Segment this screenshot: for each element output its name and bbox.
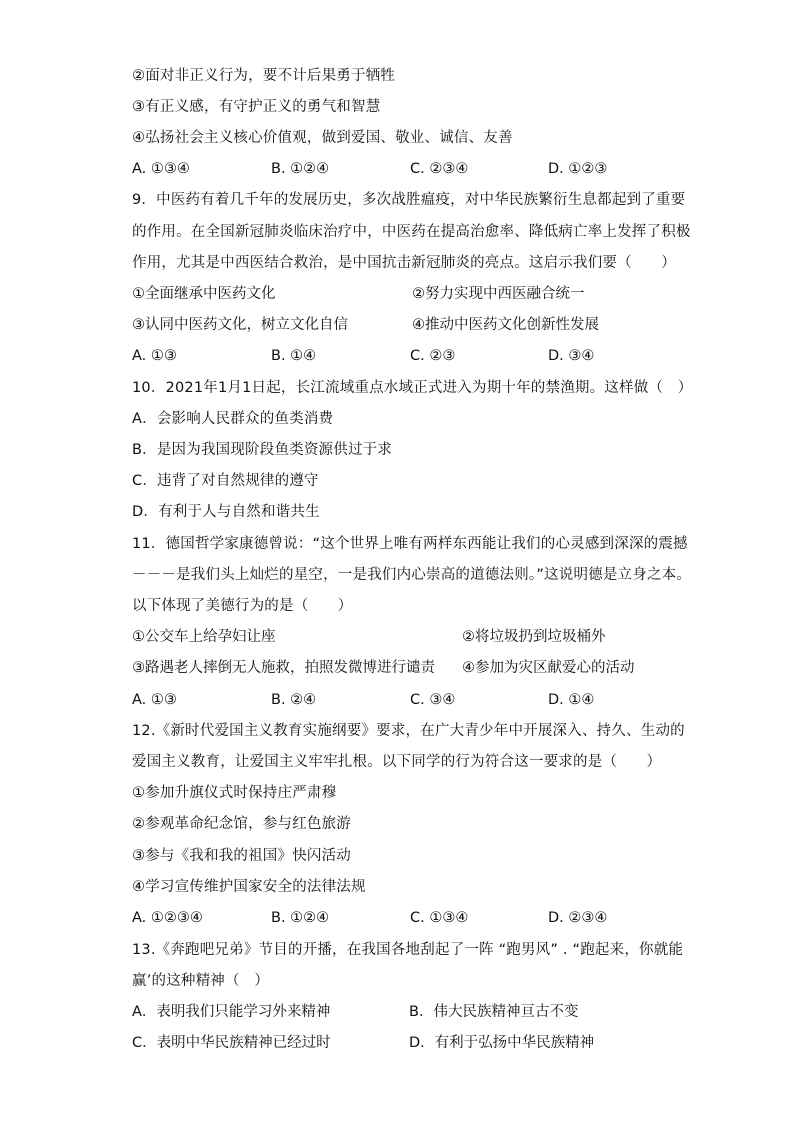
q9-options: [132, 346, 673, 366]
q11-stem-line-1: 11．德国哲学家康德曾说：“这个世界上唯有两样东西能让我们的心灵感到深深的震撼: [132, 536, 688, 552]
q13-stem-line-1: 13.《奔跑吧兄弟》节目的开播，在我国各地刮起了一阵 “跑男风” . “跑起来，你就能: [132, 942, 684, 958]
q9-item-2: ②努力实现中西医融合统一: [412, 286, 585, 302]
q11-option-a[interactable]: A. ①③: [132, 692, 177, 708]
q11-items-row-2: [132, 658, 673, 678]
q9-items-row-1: [132, 284, 673, 304]
q11-item-3: ③路遇老人摔倒无人施救，拍照发微博进行谴责: [132, 660, 435, 676]
q8-item-4: ④弘扬社会主义核心价值观，做到爱国、敬业、诚信、友善: [132, 130, 513, 146]
q8-option-d[interactable]: D. ①②③: [548, 161, 608, 177]
q9-item-3: ③认同中医药文化，树立文化自信: [132, 317, 348, 333]
q9-stem-line-3: 作用，尤其是中西医结合救治，是中国抗击新冠肺炎的亮点。这启示我们要（ ）: [132, 255, 676, 271]
q11-stem-line-2: －－－是我们头上灿烂的星空，一是我们内心崇高的道德法则。”这说明德是立身之本。: [132, 567, 692, 583]
q11-option-d[interactable]: D. ①④: [548, 692, 595, 708]
q13-option-b[interactable]: B．伟大民族精神亘古不变: [409, 1004, 579, 1020]
q10-option-a[interactable]: A．会影响人民群众的鱼类消费: [132, 411, 334, 427]
q8-item-2: ②面对非正义行为，要不计后果勇于牺牲: [132, 68, 396, 84]
q10-option-b[interactable]: B．是因为我国现阶段鱼类资源供过于求: [132, 442, 393, 458]
q11-option-c[interactable]: C. ③④: [410, 692, 456, 708]
q12-options: [132, 908, 673, 928]
q8-item-3: ③有正义感，有守护正义的勇气和智慧: [132, 99, 381, 115]
q9-option-d[interactable]: D. ③④: [548, 348, 595, 364]
q12-stem-line-2: 爱国主义教育，让爱国主义牢牢扎根。以下同学的行为符合这一要求的是（ ）: [132, 754, 662, 770]
q13-option-d[interactable]: D．有利于弘扬中华民族精神: [409, 1035, 595, 1051]
q12-option-c[interactable]: C. ①③④: [410, 910, 469, 926]
q10-option-c[interactable]: C．违背了对自然规律的遵守: [132, 473, 319, 489]
q12-item-3: ③参与《我和我的祖国》快闪活动: [132, 848, 351, 864]
q9-item-4: ④推动中医药文化创新性发展: [412, 317, 599, 333]
q12-option-d[interactable]: D. ②③④: [548, 910, 608, 926]
q12-item-4: ④学习宣传维护国家安全的法律法规: [132, 879, 366, 895]
q8-option-c[interactable]: C. ②③④: [410, 161, 469, 177]
q11-item-4: ④参加为灾区献爱心的活动: [462, 660, 635, 676]
q10-option-d[interactable]: D．有利于人与自然和谐共生: [132, 504, 320, 520]
q9-stem-line-2: 的作用。在全国新冠肺炎临床治疗中，中医药在提高治愈率、降低病亡率上发挥了积极: [132, 224, 691, 240]
q12-item-2: ②参观革命纪念馆，参与红色旅游: [132, 816, 351, 832]
q13-option-c[interactable]: C．表明中华民族精神已经过时: [132, 1035, 331, 1051]
q11-option-b[interactable]: B. ②④: [271, 692, 317, 708]
q9-option-a[interactable]: A. ①③: [132, 348, 177, 364]
q12-option-b[interactable]: B. ①②④: [271, 910, 330, 926]
q8-option-a[interactable]: A. ①③④: [132, 161, 190, 177]
q11-stem-line-3: 以下体现了美德行为的是（ ）: [132, 598, 353, 614]
q9-option-b[interactable]: B. ①④: [271, 348, 317, 364]
q11-options: [132, 690, 673, 710]
q9-items-row-2: [132, 315, 673, 335]
q11-item-1: ①公交车上给孕妇让座: [132, 629, 276, 645]
q13-options-row-1: [132, 1002, 673, 1022]
q13-stem-line-2: 赢’的这种精神（ ）: [132, 973, 270, 989]
q11-items-row-1: [132, 627, 673, 647]
q12-item-1: ①参加升旗仪式时保持庄严肃穆: [132, 785, 337, 801]
q12-option-a[interactable]: A. ①②③④: [132, 910, 203, 926]
q9-stem-line-1: 9．中医药有着几千年的发展历史，多次战胜瘟疫，对中华民族繁衍生息都起到了重要: [132, 192, 686, 208]
q8-option-b[interactable]: B. ①②④: [271, 161, 330, 177]
q9-item-1: ①全面继承中医药文化: [132, 286, 276, 302]
q9-option-c[interactable]: C. ②③: [410, 348, 456, 364]
q12-stem-line-1: 12.《新时代爱国主义教育实施纲要》要求，在广大青少年中开展深入、持久、生动的: [132, 723, 685, 739]
q11-item-2: ②将垃圾扔到垃圾桶外: [462, 629, 606, 645]
q13-option-a[interactable]: A．表明我们只能学习外来精神: [132, 1004, 331, 1020]
q10-stem: 10．2021年1月1日起，长江流域重点水域正式进入为期十年的禁渔期。这样做（ ）: [132, 380, 693, 396]
q13-options-row-2: [132, 1033, 673, 1053]
q8-options: [132, 159, 673, 179]
